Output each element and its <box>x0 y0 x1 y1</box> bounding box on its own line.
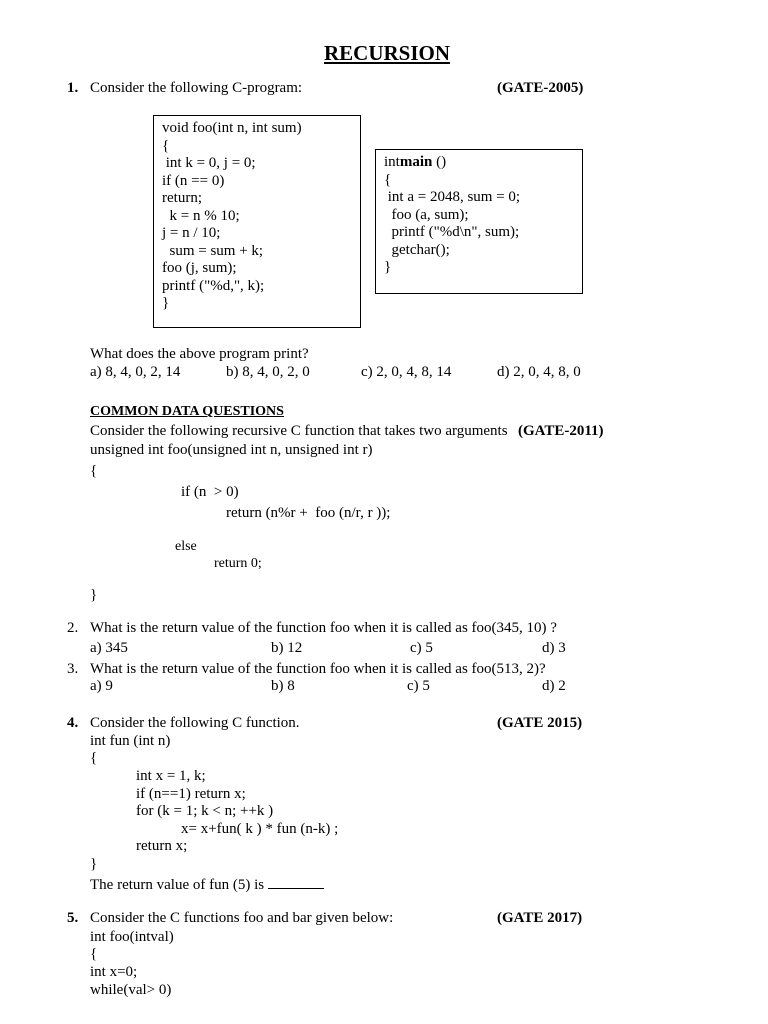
close-brace: } <box>90 587 98 603</box>
code-line: if (n == 0) <box>162 172 225 189</box>
q1-prompt: Consider the following C-program: <box>90 80 303 96</box>
code-line: int x = 1, k; <box>136 768 206 784</box>
q4-number: 4. <box>67 715 79 731</box>
q3-option-c: c) 5 <box>407 678 430 694</box>
code-line: void foo(int n, int sum) <box>162 120 302 136</box>
return-zero-line: return 0; <box>214 556 262 571</box>
open-brace: { <box>90 463 98 479</box>
code-line: printf ("%d\n", sum); <box>384 224 520 240</box>
q2-number: 2. <box>67 620 79 636</box>
code-line: x= x+fun( k ) * fun (n-k) ; <box>181 821 339 837</box>
q1-number: 1. <box>67 80 79 96</box>
code-line: int a = 2048, sum = 0; <box>384 189 521 205</box>
q2-option-b: b) 12 <box>271 640 303 656</box>
q3-text: What is the return value of the function foo when it is called as foo(513, 2)? <box>90 661 546 677</box>
q2-option-d: d) 3 <box>542 640 566 656</box>
main-parens: () <box>432 154 447 170</box>
code-line: foo (j, sum); <box>162 260 237 276</box>
main-name: main <box>399 154 433 170</box>
foo-signature: unsigned int foo(unsigned int n, unsigned int r) <box>90 442 373 458</box>
code-line: printf ("%d,", k); <box>162 277 265 294</box>
q1-option-c: c) 2, 0, 4, 8, 14 <box>361 364 452 380</box>
q2-option-a: a) 345 <box>90 640 128 656</box>
return-line: return (n%r + foo (n/r, r )); <box>226 505 391 521</box>
code-line: } <box>90 856 98 872</box>
q5-prompt: Consider the C functions foo and bar given below: <box>90 910 394 926</box>
code-line: while(val> 0) <box>90 982 172 998</box>
main-type: int <box>384 154 400 170</box>
code-line: for (k = 1; k < n; ++k ) <box>136 803 274 819</box>
q4-answer-prompt: The return value of fun (5) is <box>90 877 268 893</box>
q1-gate-tag: (GATE-2005) <box>497 80 584 96</box>
common-intro: Consider the following recursive C function that takes two arguments <box>90 423 508 439</box>
code-line: return; <box>162 190 202 206</box>
code-line: k = n % 10; <box>162 207 240 224</box>
q3-option-a: a) 9 <box>90 678 113 694</box>
main-signature <box>384 154 582 172</box>
q3-option-b: b) 8 <box>271 678 295 694</box>
q4-gate-tag: (GATE 2015) <box>497 715 583 731</box>
main-code-box <box>375 149 583 294</box>
q5-gate-tag: (GATE 2017) <box>497 910 583 926</box>
code-line: } <box>384 259 392 275</box>
q5-number: 5. <box>67 910 79 926</box>
q2-option-c: c) 5 <box>410 640 433 656</box>
code-line: int fun (int n) <box>90 733 171 749</box>
q3-option-d: d) 2 <box>542 678 566 694</box>
q4-prompt: Consider the following C function. <box>90 715 300 731</box>
code-line: { <box>384 171 392 188</box>
q1-option-d: d) 2, 0, 4, 8, 0 <box>497 364 581 380</box>
q4-answer-line <box>90 875 324 895</box>
code-line: sum = sum + k; <box>162 242 264 259</box>
common-gate-tag: (GATE-2011) <box>518 423 604 439</box>
answer-blank <box>268 875 324 889</box>
code-line: j = n / 10; <box>162 225 221 241</box>
code-line: int foo(intval) <box>90 929 174 945</box>
if-line: if (n > 0) <box>181 484 239 500</box>
code-line: if (n==1) return x; <box>136 786 246 802</box>
code-line: int k = 0, j = 0; <box>162 155 256 171</box>
q1-question: What does the above program print? <box>90 346 309 362</box>
code-line: { <box>162 137 170 154</box>
code-line: { <box>90 946 98 962</box>
q1-option-b: b) 8, 4, 0, 2, 0 <box>226 364 310 380</box>
code-line: getchar(); <box>384 241 450 258</box>
code-line: return x; <box>136 838 188 854</box>
code-line: int x=0; <box>90 964 138 980</box>
common-data-heading: COMMON DATA QUESTIONS <box>90 404 284 419</box>
else-line: else <box>175 539 197 554</box>
page-title: RECURSION <box>324 41 451 65</box>
q2-text: What is the return value of the function foo when it is called as foo(345, 10) ? <box>90 620 557 636</box>
code-line: } <box>162 295 170 311</box>
q1-option-a: a) 8, 4, 0, 2, 14 <box>90 364 181 380</box>
foo-code-box <box>153 115 361 328</box>
code-line: foo (a, sum); <box>384 206 469 223</box>
code-line: { <box>90 750 98 766</box>
q3-number: 3. <box>67 661 79 677</box>
